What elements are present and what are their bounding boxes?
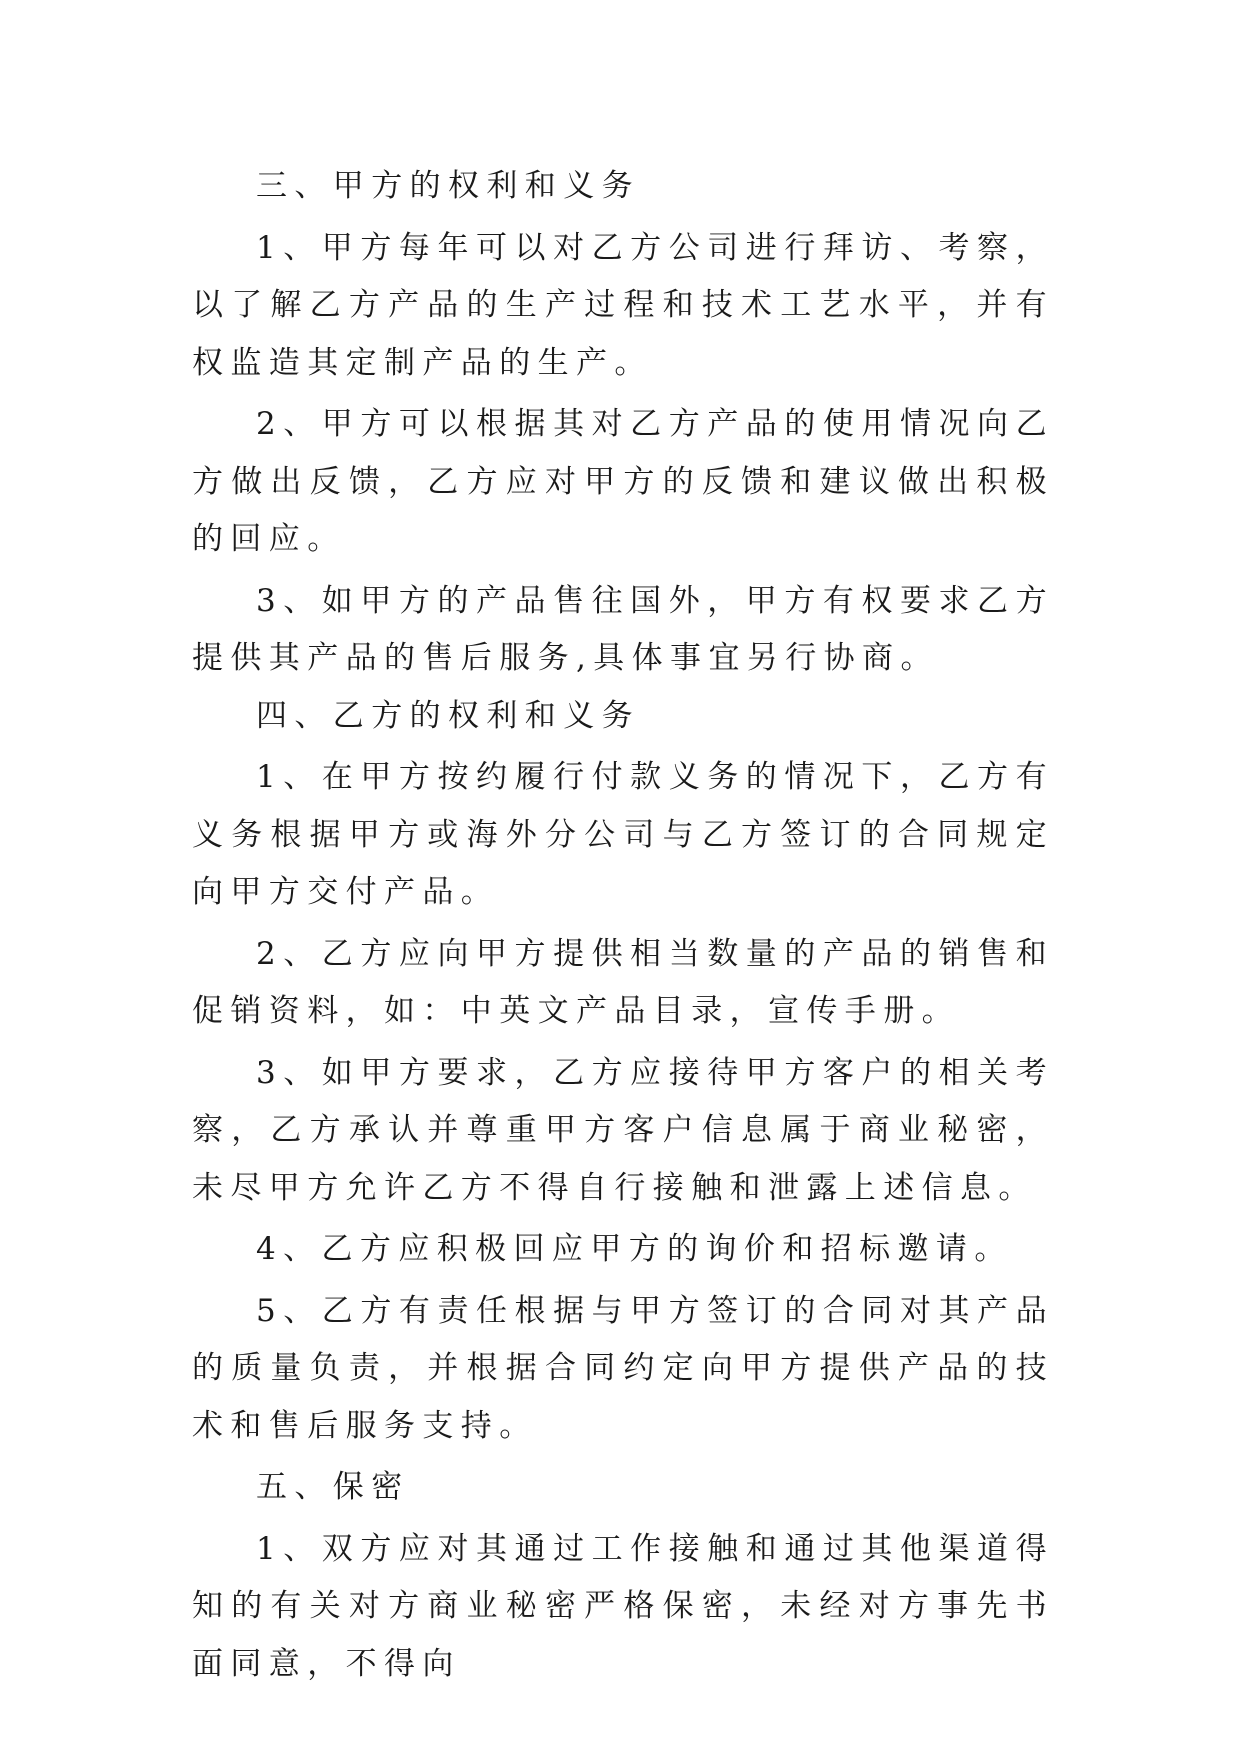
paragraph-4-2: 2、乙方应向甲方提供相当数量的产品的销售和促销资料，如：中英文产品目录，宣传手册。	[192, 935, 1054, 1029]
paragraph-3-1: 1、甲方每年可以对乙方公司进行拜访、考察，以了解乙方产品的生产过程和技术工艺水平，并有权监造其定制产品的生产。	[192, 229, 1054, 381]
section-heading-5: 五、保密	[256, 1469, 410, 1505]
paragraph-4-1: 1、在甲方按约履行付款义务的情况下，乙方有义务根据甲方或海外分公司与乙方签订的合同规定向甲方交付产品。	[192, 759, 1054, 910]
section-heading-3: 三、甲方的权利和义务	[256, 168, 640, 204]
paragraph-4-4: 4、乙方应积极回应甲方的询价和招标邀请。	[256, 1231, 1013, 1267]
paragraph-4-5: 5、乙方有责任根据与甲方签订的合同对其产品的质量负责，并根据合同约定向甲方提供产品的技术和售后服务支持。	[192, 1292, 1054, 1444]
paragraph-5-1: 1、双方应对其通过工作接触和通过其他渠道得知的有关对方商业秘密严格保密，未经对方事先书面同意，不得向	[192, 1530, 1054, 1682]
paragraph-3-3: 3、如甲方的产品售往国外，甲方有权要求乙方提供其产品的售后服务,具体事宜另行协商。	[192, 582, 1054, 676]
document-page	[192, 158, 1054, 1693]
paragraph-3-2: 2、甲方可以根据其对乙方产品的使用情况向乙方做出反馈，乙方应对甲方的反馈和建议做出积极的回应。	[192, 406, 1054, 557]
section-heading-4: 四、乙方的权利和义务	[256, 697, 640, 734]
paragraph-4-3: 3、如甲方要求，乙方应接待甲方客户的相关考察，乙方承认并尊重甲方客户信息属于商业秘密，未尽甲方允许乙方不得自行接触和泄露上述信息。	[192, 1054, 1054, 1206]
